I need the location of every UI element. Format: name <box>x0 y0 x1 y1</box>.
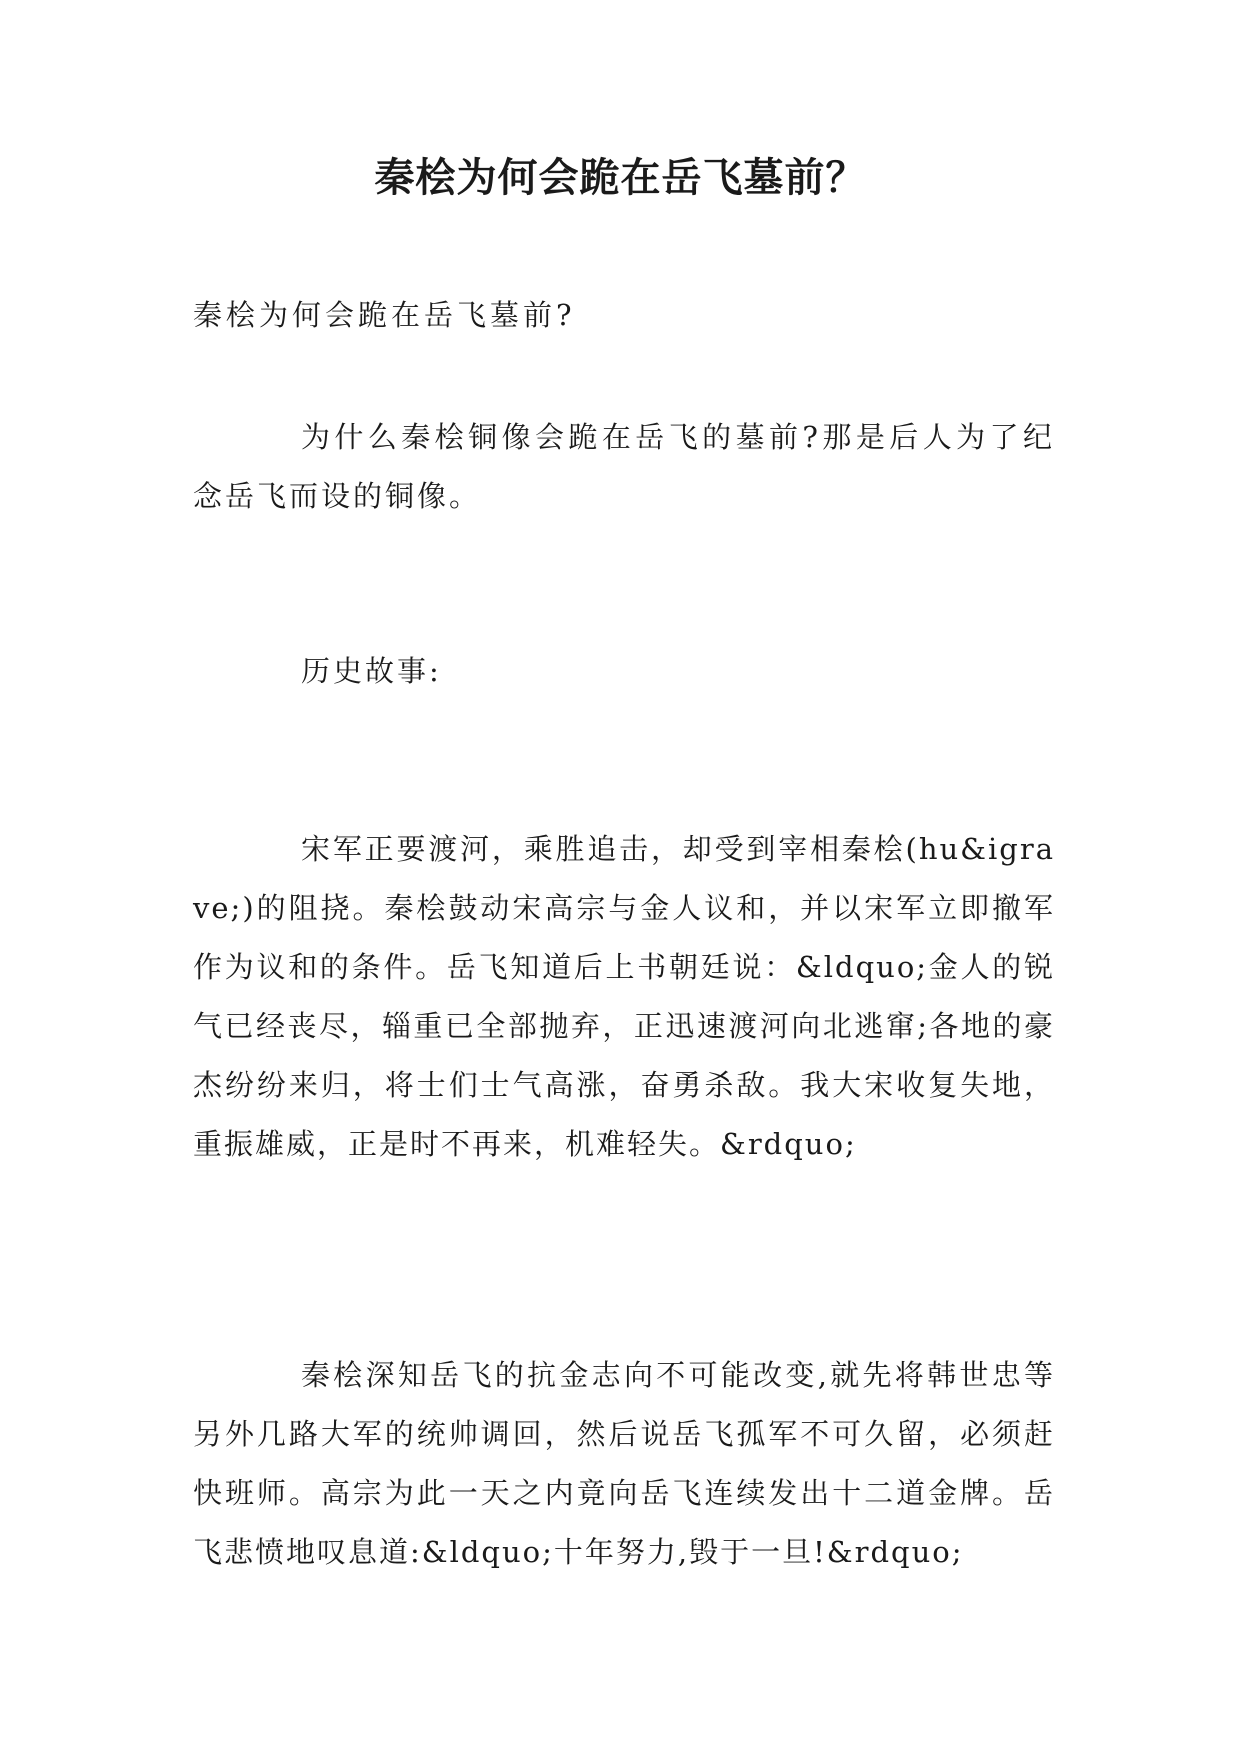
paragraph-history-heading: 历史故事: <box>301 654 442 688</box>
paragraph-intro: 为什么秦桧铜像会跪在岳飞的墓前?那是后人为了纪念岳飞而设的铜像。 <box>193 420 1055 513</box>
document-title: 秦桧为何会跪在岳飞墓前？ <box>374 154 867 201</box>
paragraph-story-2: 秦桧深知岳飞的抗金志向不可能改变,就先将韩世忠等另外几路大军的统帅调回，然后说岳飞孤军不可久留，必须赶快班师。高宗为此一天之内竟向岳飞连续发出十二道金牌。岳飞悲愤地叹息道:&ldquo;十年努力,毁于一旦!&rdquo; <box>193 1358 1055 1569</box>
document-subtitle: 秦桧为何会跪在岳飞墓前? <box>193 298 576 332</box>
paragraph-story-1: 宋军正要渡河，乘胜追击，却受到宰相秦桧(hu&igrave;)的阻挠。秦桧鼓动宋高宗与金人议和，并以宋军立即撤军作为议和的条件。岳飞知道后上书朝廷说：&ldquo;金人的锐气已经丧尽，辎重已全部抛弃，正迅速渡河向北逃窜;各地的豪杰纷纷来归，将士们士气高涨，奋勇杀敌。我大宋收复失地，重振雄威，正是时不再来，机难轻失。&rdquo; <box>193 832 1055 1161</box>
